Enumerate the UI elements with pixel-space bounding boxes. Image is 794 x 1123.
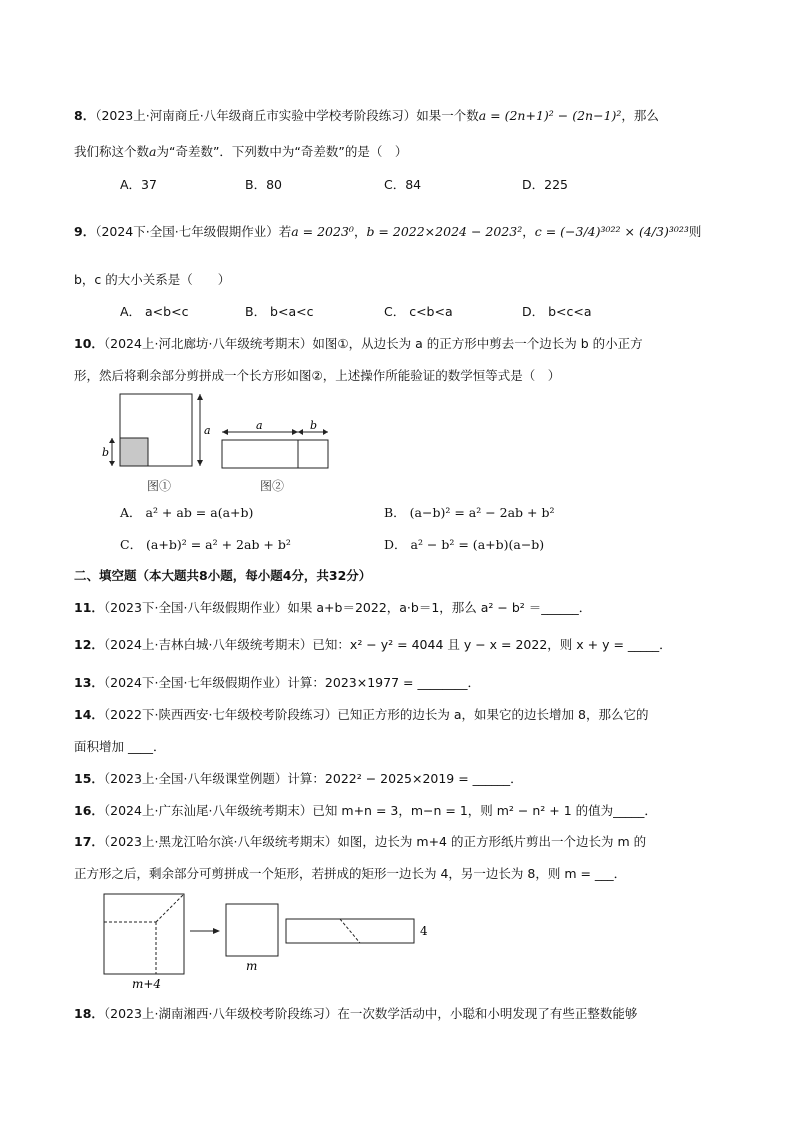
q10-text1: 如图①，从边长为 a 的正方形中剪去一个边长为 b 的小正方 [312, 336, 643, 351]
q14-source: （2022下·陕西西安·七年级校考阶段练习） [103, 707, 338, 722]
q14-line2: 面积增加 ____． [74, 739, 166, 754]
q9-option-d: D． b<c<a [522, 304, 592, 319]
q8-line2 [74, 142, 734, 162]
q8-option-c: C．84 [384, 177, 422, 192]
q9-line2: b，c 的大小关系是（ ） [74, 272, 231, 287]
section-heading-fill-in: 二、填空题（本大题共8小题，每小题4分，共32分） [74, 568, 372, 583]
q10-fig2-caption: 图② [260, 479, 285, 493]
q10-option-a: A． a² + ab = a(a+b) [120, 505, 254, 520]
q16-number: 16． [74, 803, 104, 818]
q11-number: 11． [74, 600, 104, 615]
q10-figure1 [96, 388, 226, 472]
q9-b-def: b = 2022×2024 − 2023² [366, 224, 523, 239]
q10-source: （2024上·河北廊坊·八年级统考期末） [103, 336, 313, 351]
q9-text2: 则 [688, 224, 702, 239]
q8-source: （2023上·河南商丘·八年级商丘市实验中学校考阶段练习） [95, 108, 417, 123]
q12-source: （2024上·吉林白城·八年级统考期末） [103, 637, 313, 652]
q10-fig1-label-a: a [204, 424, 211, 437]
q9-number: 9． [74, 224, 96, 239]
q17-line2: 正方形之后，剩余部分可剪拼成一个矩形，若拼成的矩形一边长为 4，另一边长为 8，则 m = ___． [74, 866, 627, 881]
q10-option-d: D． a² − b² = (a+b)(a−b) [384, 537, 545, 552]
q15-line [74, 769, 734, 789]
q15-text: 计算：2022² − 2025×2019 = ______． [287, 771, 523, 786]
q9-sep2: ， [522, 224, 535, 239]
q16-source: （2024上·广东汕尾·八年级统考期末） [103, 803, 313, 818]
q17-source: （2023上·黑龙江哈尔滨·八年级统考期末） [103, 834, 338, 849]
q9-option-b: B． b<a<c [245, 304, 314, 319]
q12-number: 12． [74, 637, 104, 652]
q12-text: 已知：x² − y² = 4044 且 y − x = 2022，则 x + y = _____． [312, 637, 672, 652]
q8-line2-text: 我们称这个数 [74, 144, 150, 159]
q9-text1: 若 [278, 224, 292, 239]
q17-label-m-plus-4: m+4 [132, 977, 162, 990]
q9-sep1: ， [353, 224, 367, 239]
q10-line2: 形，然后将剩余部分剪拼成一个长方形如图②，上述操作所能验证的数学恒等式是（ ） [74, 368, 561, 383]
q18-text: 在一次数学活动中，小聪和小明发现了有些正整数能够 [337, 1006, 638, 1021]
q9-option-c: C． c<b<a [384, 304, 453, 319]
q17-label-m: m [246, 959, 258, 973]
q10-fig1-caption: 图① [147, 479, 172, 493]
q9-option-a: A． a<b<c [120, 304, 189, 319]
q8-line1 [74, 106, 734, 126]
q17-label-4: 4 [420, 924, 428, 938]
q13-source: （2024下·全国·七年级假期作业） [103, 675, 288, 690]
q12-line [74, 635, 734, 655]
q17-line1 [74, 832, 734, 852]
q14-number: 14． [74, 707, 104, 722]
q9-line1 [74, 222, 734, 242]
q18-number: 18． [74, 1006, 104, 1021]
q8-option-a: A．37 [120, 177, 157, 192]
q18-line [74, 1004, 734, 1024]
q16-text: 已知 m+n = 3，m−n = 1，则 m² − n² + 1 的值为_____． [312, 803, 657, 818]
q8-option-b: B．80 [245, 177, 282, 192]
q10-fig1-label-b: b [102, 446, 110, 459]
q9-c-def: c = (−3/4)³⁰²² × (4/3)³⁰²³ [534, 224, 689, 239]
q9-source: （2024下·全国·七年级假期作业） [95, 224, 279, 239]
q13-line [74, 673, 734, 693]
q8-line2b: 为“奇差数”．下列数中为“奇差数”的是（ ） [156, 144, 408, 159]
q8-number: 8． [74, 108, 96, 123]
q8-option-d: D．225 [522, 177, 568, 192]
q17-number: 17． [74, 834, 104, 849]
q8-text2: ，那么 [621, 108, 659, 123]
q9-a-def: a = 2023⁰ [291, 224, 354, 239]
q17-text: 如图，边长为 m+4 的正方形纸片剪出一个边长为 m 的 [337, 834, 647, 849]
q13-text: 计算：2023×1977 = ________． [287, 675, 480, 690]
q10-fig2-label-a: a [256, 419, 263, 432]
q16-line [74, 801, 734, 821]
q15-number: 15． [74, 771, 104, 786]
q10-option-c: C． (a+b)² = a² + 2ab + b² [120, 537, 291, 552]
q10-small-square [120, 438, 148, 466]
q14-text: 已知正方形的边长为 a，如果它的边长增加 8，那么它的 [337, 707, 649, 722]
q13-number: 13． [74, 675, 104, 690]
q18-source: （2023上·湖南湘西·八年级校考阶段练习） [103, 1006, 338, 1021]
q15-source: （2023上·全国·八年级课堂例题） [103, 771, 288, 786]
q17-figure [96, 888, 440, 990]
q11-text: 如果 a+b＝2022，a·b＝1，那么 a² − b² ＝______． [287, 600, 592, 615]
q10-option-b: B． (a−b)² = a² − 2ab + b² [384, 505, 555, 520]
q11-source: （2023下·全国·八年级假期作业） [103, 600, 288, 615]
q8-text1: 如果一个数 [416, 108, 479, 123]
q11-line [74, 598, 734, 618]
q8-formula: a = (2n+1)² − (2n−1)² [478, 108, 622, 123]
q8-var: a [149, 144, 157, 159]
q10-number: 10． [74, 336, 104, 351]
q10-figure2 [216, 418, 334, 472]
q10-fig2-label-b: b [310, 419, 318, 432]
q14-line1 [74, 705, 734, 725]
q10-line1 [74, 334, 734, 354]
